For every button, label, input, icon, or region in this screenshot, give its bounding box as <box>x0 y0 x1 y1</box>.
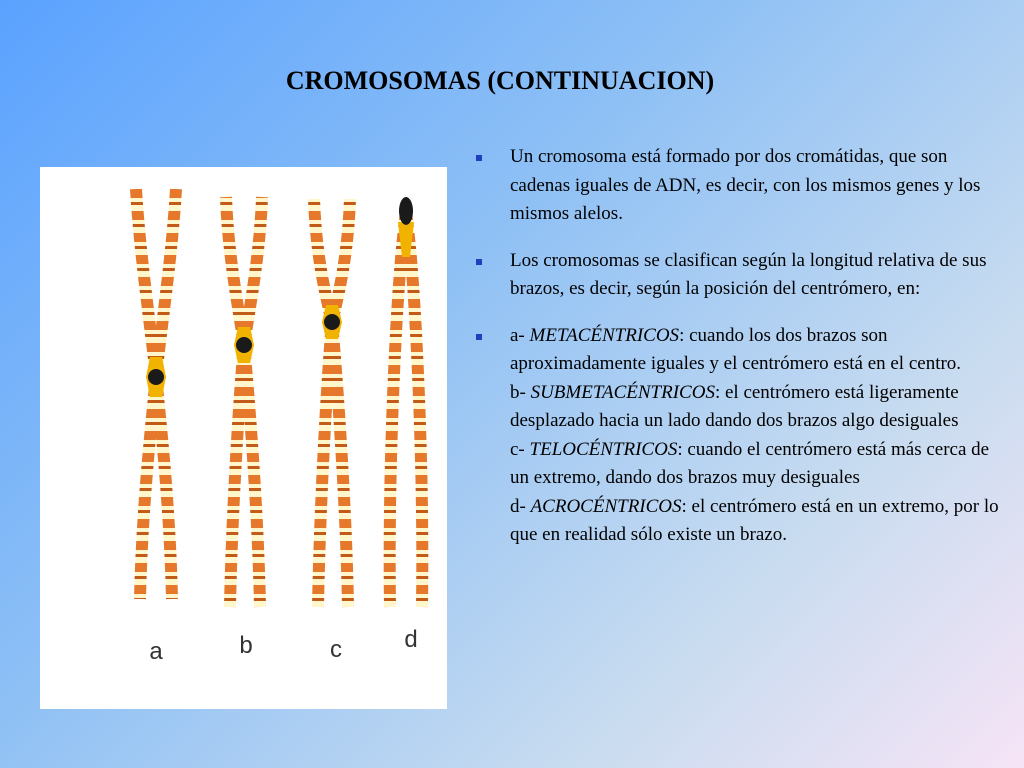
type-prefix: a- <box>510 324 530 346</box>
type-description: : cuando el centrómero está más cerca de un extremo, dando dos brazos muy desiguales <box>510 438 990 488</box>
type-term: ACROCÉNTRICOS <box>530 495 682 517</box>
type-description: : cuando los dos brazos son aproximadamente iguales y el centrómero está en el centro. <box>510 324 962 374</box>
chromosome-b <box>226 197 262 607</box>
type-telocentric <box>510 436 1001 493</box>
chromosome-label-c: c <box>330 636 342 663</box>
type-description: : el centrómero está en un extremo, por lo que en realidad sólo existe un brazo. <box>510 495 999 545</box>
bullet-list <box>476 143 1001 568</box>
bullet-text: Los cromosomas se clasifican según la longitud relativa de sus brazos, es decir, según la posición del centrómero, en: <box>510 249 987 299</box>
type-prefix: d- <box>510 495 531 517</box>
chromosome-label-d: d <box>404 626 418 653</box>
type-term: SUBMETACÉNTRICOS <box>530 381 715 403</box>
type-term: TELOCÉNTRICOS <box>529 438 678 460</box>
chromosome-c <box>314 199 350 607</box>
bullet-item <box>476 143 1001 229</box>
bullet-square-icon <box>476 334 482 340</box>
chromosome-illustration <box>40 167 447 709</box>
type-term: METACÉNTRICOS <box>529 324 680 346</box>
type-acrocentric <box>510 493 1001 550</box>
type-metacentric <box>510 322 1001 379</box>
type-submetacentric <box>510 379 1001 436</box>
bullet-item <box>476 247 1001 304</box>
slide-title: CROMOSOMAS (CONTINUACION) <box>285 66 715 95</box>
chromosome-label-a: a <box>149 638 163 665</box>
type-description: : el centrómero está ligeramente desplazado hacia un lado dando dos brazos algo desiguales <box>510 381 959 431</box>
type-prefix: c- <box>510 438 530 460</box>
type-prefix: b- <box>510 381 531 403</box>
chromosome-d <box>390 197 423 607</box>
chromosome-a <box>136 189 176 599</box>
chromosome-label-b: b <box>239 632 253 659</box>
chromosome-figure <box>40 167 447 709</box>
bullet-square-icon <box>476 155 482 161</box>
bullet-item-types <box>476 322 1001 550</box>
bullet-text: Un cromosoma está formado por dos cromátidas, que son cadenas iguales de ADN, es decir, con los mismos genes y los mismos alelos. <box>510 146 981 224</box>
bullet-square-icon <box>476 259 482 265</box>
